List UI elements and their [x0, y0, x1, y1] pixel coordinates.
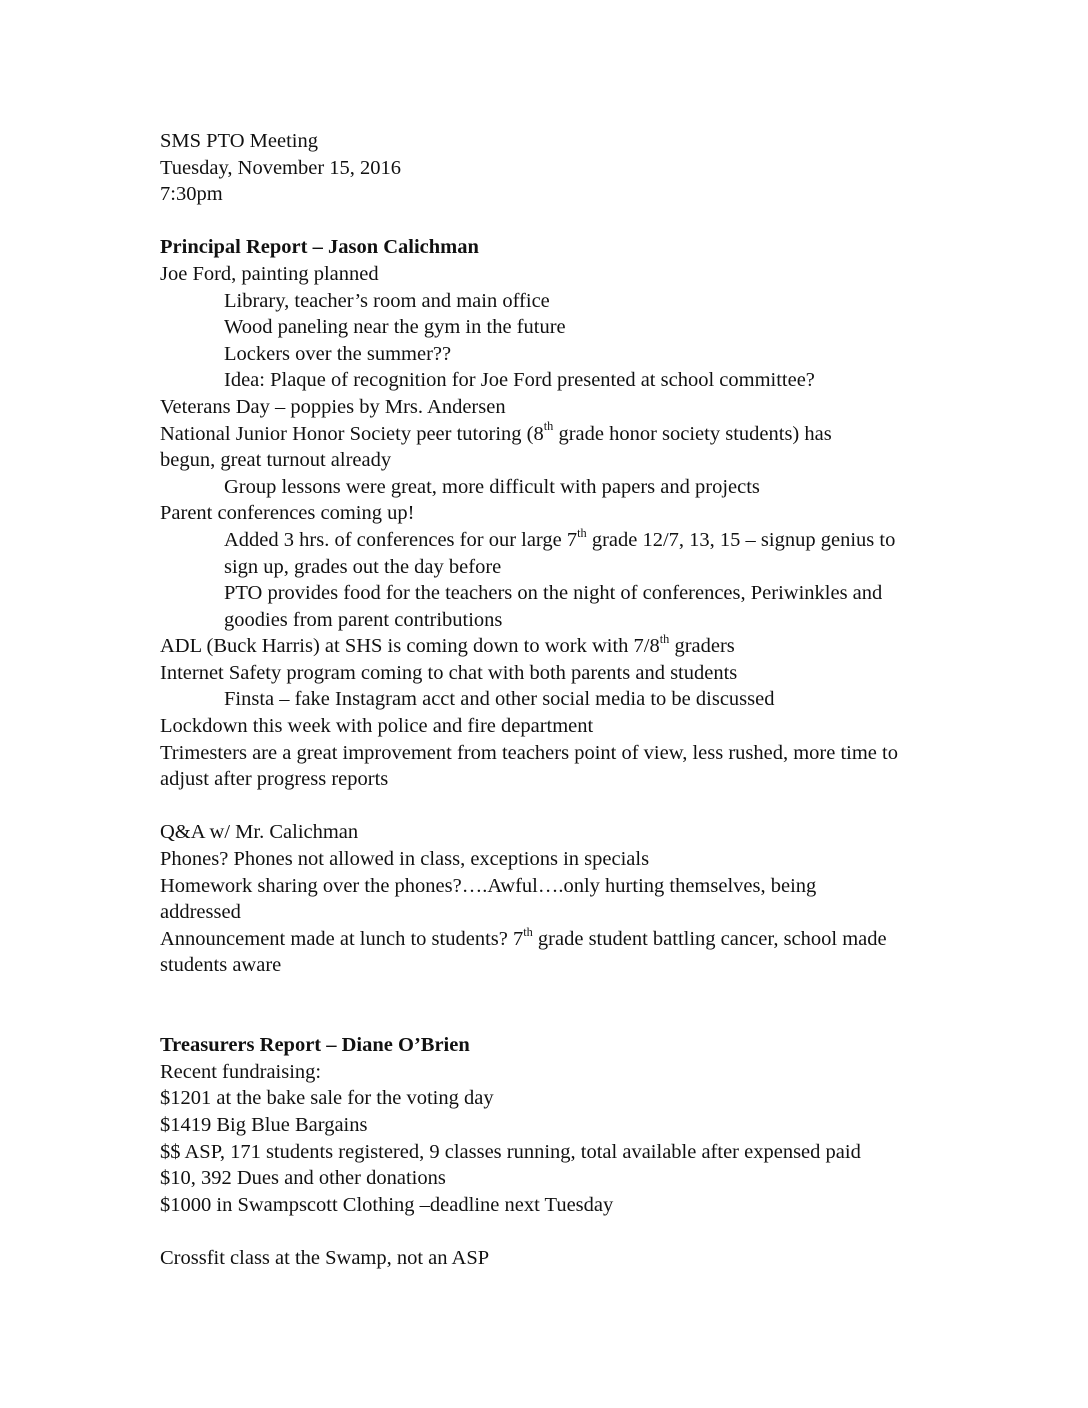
added-hours-text-start: Added 3 hrs. of conferences for our large 7 — [224, 528, 578, 551]
principal-subitem-library: Library, teacher’s room and main office — [224, 289, 550, 312]
principal-subitem-pto-food: PTO provides food for the teachers on the night of conferences, Periwinkles and — [224, 582, 883, 605]
added-hours-superscript: th — [577, 525, 587, 540]
treasurer-item-bake-sale: $1201 at the bake sale for the voting day — [160, 1087, 494, 1110]
spacer — [160, 208, 950, 235]
spacer — [160, 793, 950, 820]
announcement-text-start: Announcement made at lunch to students? 7 — [160, 927, 524, 950]
treasurer-item-crossfit: Crossfit class at the Swamp, not an ASP — [160, 1246, 490, 1269]
principal-subitem-group-lessons: Group lessons were great, more difficult with papers and projects — [224, 475, 760, 498]
principal-item-internet-safety: Internet Safety program coming to chat with both parents and students — [160, 661, 738, 684]
qa-item-homework: Homework sharing over the phones?….Awful….only hurting themselves, being — [160, 874, 817, 897]
principal-item-painting: Joe Ford, painting planned — [160, 262, 379, 285]
principal-item-veterans: Veterans Day – poppies by Mrs. Andersen — [160, 395, 506, 418]
spacer — [160, 1218, 950, 1245]
principal-subitem-added-hours-continued: sign up, grades out the day before — [224, 555, 502, 578]
qa-item-announcement-continued: students aware — [160, 954, 282, 977]
njhs-text-start: National Junior Honor Society peer tutoring (8 — [160, 422, 544, 445]
principal-item-njhs — [160, 421, 950, 448]
njhs-superscript: th — [543, 419, 554, 434]
principal-subitem-plaque: Idea: Plaque of recognition for Joe Ford presented at school committee? — [224, 369, 815, 392]
njhs-text-end: grade honor society students) has — [553, 422, 832, 445]
treasurer-item-clothing: $1000 in Swampscott Clothing –deadline next Tuesday — [160, 1193, 614, 1216]
treasurer-item-recent: Recent fundraising: — [160, 1060, 322, 1083]
document-page — [160, 128, 950, 1272]
treasurer-item-asp: $$ ASP, 171 students registered, 9 classes running, total available after expensed paid — [160, 1140, 861, 1163]
adl-text-end: graders — [669, 635, 735, 658]
adl-superscript: th — [659, 632, 670, 647]
qa-item-announcement — [160, 926, 950, 953]
principal-subitem-lockers: Lockers over the summer?? — [224, 342, 452, 365]
treasurer-item-big-blue: $1419 Big Blue Bargains — [160, 1113, 368, 1136]
treasurer-item-dues: $10, 392 Dues and other donations — [160, 1167, 446, 1190]
principal-subitem-paneling: Wood paneling near the gym in the future — [224, 316, 566, 339]
meeting-title: SMS PTO Meeting — [160, 130, 318, 152]
qa-item-phones: Phones? Phones not allowed in class, exceptions in specials — [160, 848, 650, 871]
adl-text-start: ADL (Buck Harris) at SHS is coming down to work with 7/8 — [160, 635, 660, 658]
principal-subitem-added-hours — [160, 527, 950, 554]
qa-heading: Q&A w/ Mr. Calichman — [160, 821, 359, 844]
qa-item-homework-continued: addressed — [160, 901, 241, 924]
treasurer-report-heading: Treasurers Report – Diane O’Brien — [160, 1034, 470, 1057]
announcement-superscript: th — [523, 924, 533, 939]
meeting-date: Tuesday, November 15, 2016 — [160, 156, 402, 179]
meeting-time: 7:30pm — [160, 183, 223, 206]
spacer — [160, 979, 950, 1032]
principal-item-conferences: Parent conferences coming up! — [160, 502, 415, 525]
principal-subitem-pto-food-continued: goodies from parent contributions — [224, 608, 503, 631]
principal-item-njhs-continued: begun, great turnout already — [160, 449, 392, 472]
principal-item-adl — [160, 633, 950, 660]
principal-subitem-finsta: Finsta – fake Instagram acct and other social media to be discussed — [224, 688, 775, 711]
announcement-text-end: grade student battling cancer, school made — [532, 927, 887, 950]
principal-item-trimesters-continued: adjust after progress reports — [160, 768, 389, 791]
added-hours-text-end: grade 12/7, 13, 15 – signup genius to — [586, 528, 896, 551]
principal-item-lockdown: Lockdown this week with police and fire department — [160, 715, 594, 738]
principal-report-heading: Principal Report – Jason Calichman — [160, 236, 479, 259]
principal-item-trimesters: Trimesters are a great improvement from teachers point of view, less rushed, more time to — [160, 741, 898, 764]
